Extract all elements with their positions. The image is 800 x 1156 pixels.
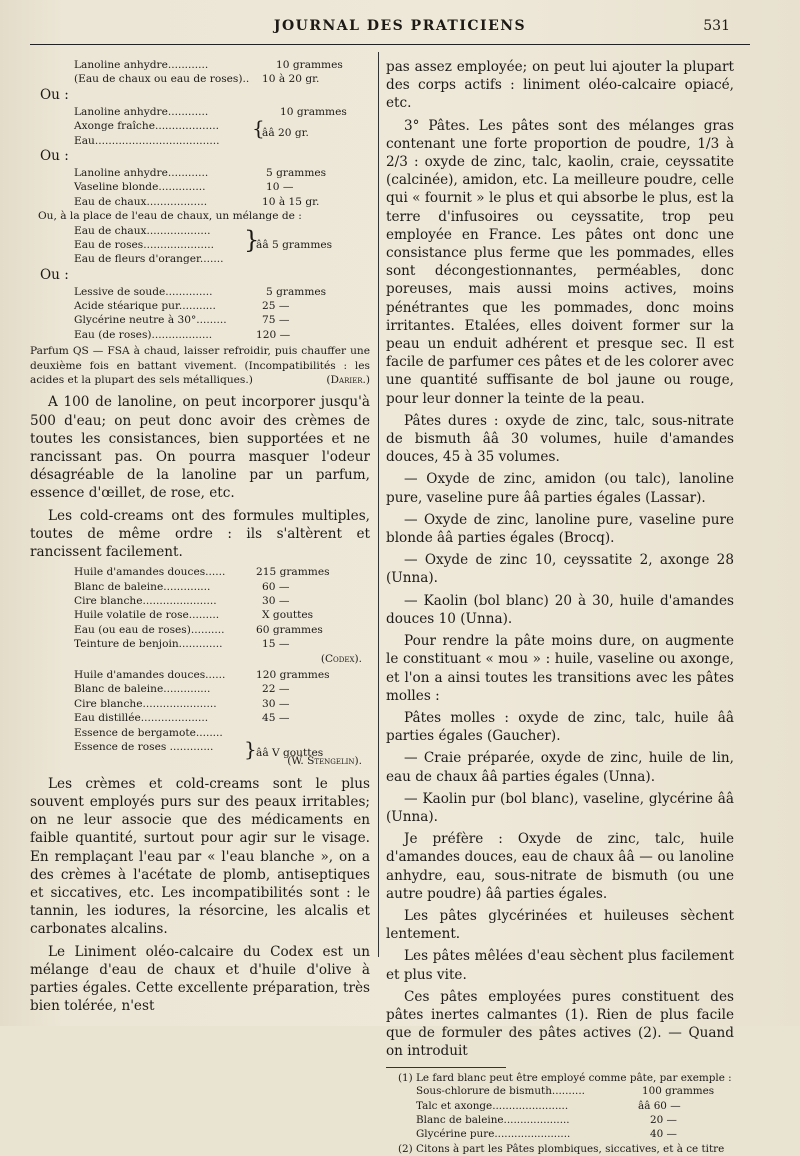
formula-source: (Darier.) — [326, 374, 370, 387]
formula-line: Glycérine neutre à 30°......... 75 — — [74, 314, 290, 327]
formula-line: Eau..................................... — [74, 134, 220, 147]
formula-line: Essence de bergamote........ — [74, 726, 223, 739]
paragraph: Les cold-creams ont des formules multiples, toutes de même ordre : ils s'altèrent et rancissent facilement. — [30, 507, 370, 561]
formula-5-note: Parfum QS — FSA à chaud, laisser refroidir, puis chauffer une deuxième fois en battant vivement. (Incompatibilités : les acides et la plupart des sels métalliques.) (Darier.) — [30, 345, 370, 387]
formula-line: Cire blanche...................... 30 — — [74, 697, 290, 710]
paragraph: Pâtes molles : oxyde de zinc, talc, huile ââ parties égales (Gaucher). — [386, 709, 734, 745]
formula-line: Eau de chaux................... — [74, 224, 211, 237]
brace-icon: } — [244, 737, 257, 762]
formula-line: Blanc de baleine.............. 60 — — [74, 580, 290, 593]
footnote-line: Sous-chlorure de bismuth.......... 100 grammes — [416, 1085, 715, 1098]
footnote-line: Talc et axonge....................... ââ 60 — — [416, 1099, 681, 1112]
paragraph: Les pâtes mêlées d'eau sèchent plus facilement et plus vite. — [386, 948, 734, 983]
formula-line: Huile d'amandes douces...... 120 grammes — [74, 669, 330, 682]
footnote-1: (1) Le fard blanc peut être employé comme pâte, par exemple : Sous-chlorure de bismuth.......... 100 grammes Talc et axonge....................... ââ 60 — Blanc de baleine.................... 20 — Glycérine pure....................... 40 — — [386, 1072, 734, 1143]
formula-line: Eau de roses..................... — [74, 238, 214, 251]
formula-line: Eau de fleurs d'oranger....... — [74, 253, 224, 266]
formula-line: (Eau de chaux ou eau de roses).. 10 à 20 gr. — [74, 73, 320, 86]
formula-line: Teinture de benjoin............. 15 — — [74, 638, 290, 651]
column-divider — [378, 52, 379, 957]
formula-line: Lessive de soude.............. 5 grammes — [74, 285, 327, 298]
formula-5 — [30, 285, 370, 343]
footnote-line: Blanc de baleine.................... 20 — — [416, 1113, 677, 1126]
formula-line: Huile volatile de rose......... X gouttes — [74, 609, 314, 622]
paragraph: — Oxyde de zinc 10, ceyssatite 2, axonge 28 (Unna). — [386, 552, 734, 587]
footnote-2: (2) Citons à part les Pâtes plombiques, siccatives, et à ce titre — [398, 1142, 725, 1155]
formula-line: Lanoline anhydre............ 5 grammes — [74, 166, 327, 179]
formula-line: Eau distillée.................... 45 — — [74, 712, 290, 725]
paragraph: — Craie préparée, oxyde de zinc, huile de lin, eau de chaux ââ parties égales (Unna). — [386, 750, 734, 785]
paragraph: Les pâtes glycérinées et huileuses sèchent lentement. — [386, 907, 734, 943]
formula-line: Eau (ou eau de roses).......... 60 grammes — [74, 623, 323, 636]
formula-line: Axonge fraîche................... — [74, 120, 219, 133]
formula-line: Blanc de baleine.............. 22 — — [74, 683, 290, 696]
footnote-line: Glycérine pure....................... 40 — — [416, 1128, 677, 1141]
paragraph: Ces pâtes employées pures constituent des pâtes inertes calmantes (1). Rien de plus facile que de formuler des pâtes actives (2). — Quand on introduit — [386, 988, 734, 1060]
footnote-rule — [386, 1067, 506, 1068]
paragraph: — Oxyde de zinc, amidon (ou talc), lanoline pure, vaseline pure ââ parties égales (Lassar). — [386, 471, 734, 506]
alternative-label: Ou : — [40, 86, 69, 103]
brace-icon: } — [244, 225, 260, 254]
formula-line: Eau de chaux.................. 10 à 15 gr. — [74, 195, 320, 208]
formula-line: Vaseline blonde.............. 10 — — [74, 181, 294, 194]
formula-line: Acide stéarique pur........... 25 — — [74, 300, 290, 313]
formula-4: Eau de chaux................... Eau de roses..................... Eau de fleurs d'oranger....... } ââ 5 grammes — [30, 224, 370, 267]
formula-line: Cire blanche...................... 30 — — [74, 595, 290, 608]
formula-3 — [30, 166, 370, 224]
formula-2: Lanoline anhydre............ 10 grammes Axonge fraîche................... Eau..................................... { ââ 20 gr. — [30, 105, 370, 148]
right-column — [386, 58, 734, 1156]
formula-line: Lanoline anhydre............ 10 grammes — [74, 59, 343, 71]
paragraph: Le Liniment oléo-calcaire du Codex est un mélange d'eau de chaux et d'huile d'olive à parties égales. Cette excellente préparation, très bien tolérée, n'est — [30, 943, 370, 1015]
journal-title: JOURNAL DES PRATICIENS — [273, 18, 527, 34]
brace-icon: { — [252, 115, 265, 140]
alternative-label: Ou : — [40, 147, 69, 164]
formula-source: (W. Stengelin). — [287, 755, 362, 768]
formula-line: Essence de roses ............. — [74, 741, 214, 753]
paragraph: — Oxyde de zinc, lanoline pure, vaseline pure blonde ââ parties égales (Brocq). — [386, 511, 734, 547]
paragraph: Je préfère : Oxyde de zinc, talc, huile d'amandes douces, eau de chaux ââ — ou lanoline anhydre, eau, sous-nitrate de bismuth (ou une autre poudre) ââ parties égales. — [386, 831, 734, 902]
page-number: 531 — [703, 18, 730, 34]
paragraph: Pâtes dures : oxyde de zinc, talc, sous-nitrate de bismuth ââ 30 volumes, huile d'amandes douces, 45 à 35 volumes. — [386, 412, 734, 466]
paragraph: Pour rendre la pâte moins dure, on augmente le constituant « mou » : huile, vaseline ou axonge, et l'on a ainsi toutes les transitions avec les pâtes molles : — [386, 633, 734, 704]
formula-source: (Codex). — [320, 652, 362, 665]
paragraph: Les crèmes et cold-creams sont le plus souvent employés purs sur des peaux irritables; on ne leur associe que des médicaments en faible quantité, surtout pour agir sur le visage. En remplaçant l'eau par « l'eau blanche », on a des crèmes à l'acétate de plomb, antiseptiques et siccatives, etc. Les incompatibilités sont : le tannin, les iodures, la résorcine, les alcalis et carbonates alcalins. — [30, 775, 370, 938]
paragraph: — Kaolin pur (bol blanc), vaseline, glycérine ââ (Unna). — [386, 790, 734, 825]
paragraph: pas assez employée; on peut lui ajouter la plupart des corps actifs : liniment oléo-calcaire opiacé, etc. — [386, 59, 734, 112]
header-rule — [30, 44, 750, 45]
formula-line: Lanoline anhydre............ 10 grammes — [74, 105, 347, 118]
formula-1 — [30, 58, 370, 87]
alternative-label: Ou : — [40, 266, 69, 283]
formula-note: Ou, à la place de l'eau de chaux, un mélange de : — [38, 210, 302, 223]
formula-7: Huile d'amandes douces...... 120 grammes Blanc de baleine.............. 22 — Cire blanche...................... 30 — Eau distillée.................... 45 — Essence de bergamote........ Essence de roses ............. } ââ V gouttes (W. Stengelin). — [30, 668, 370, 769]
formula-line: Huile d'amandes douces...... 215 grammes — [74, 566, 330, 579]
paragraph: — Kaolin (bol blanc) 20 à 30, huile d'amandes douces 10 (Unna). — [386, 592, 734, 627]
formula-line: Eau (de roses).................. 120 — — [74, 328, 291, 341]
running-header — [0, 18, 800, 42]
formula-6 — [30, 565, 370, 666]
paragraph: 3° Pâtes. Les pâtes sont des mélanges gras contenant une forte proportion de poudre, 1/3 à 2/3 : oxyde de zinc, talc, kaolin, craie, ceyssatite (calcinée), amidon, etc. La meilleure poudre, celle qui « fournit » le plus et qui absorbe le plus, est la terre d'infusoires ou ceyssatite, trop peu employée en France. Les pâtes ont donc une consistance plus ferme que les pommades, elles sont décongestionnantes, perméables, donc poreuses, mais aussi moins actives, moins pénétrantes que les pommades, donc moins irritantes. Etalées, elles doivent former sur la peau un enduit adhérent et presque sec. Il est facile de parfumer ces pâtes et de les colorer avec une quantité suffisante de bol jaune ou rouge, pour leur donner la teinte de la peau. — [386, 117, 735, 407]
paragraph: A 100 de lanoline, on peut incorporer jusqu'à 500 d'eau; on peut donc avoir des crèmes de toutes les consistances, bien supportées et ne rancissant pas. On pourra masquer l'odeur désagréable de la lanoline par un parfum, essence d'œillet, de rose, etc. — [30, 394, 370, 502]
left-column — [30, 58, 370, 1019]
